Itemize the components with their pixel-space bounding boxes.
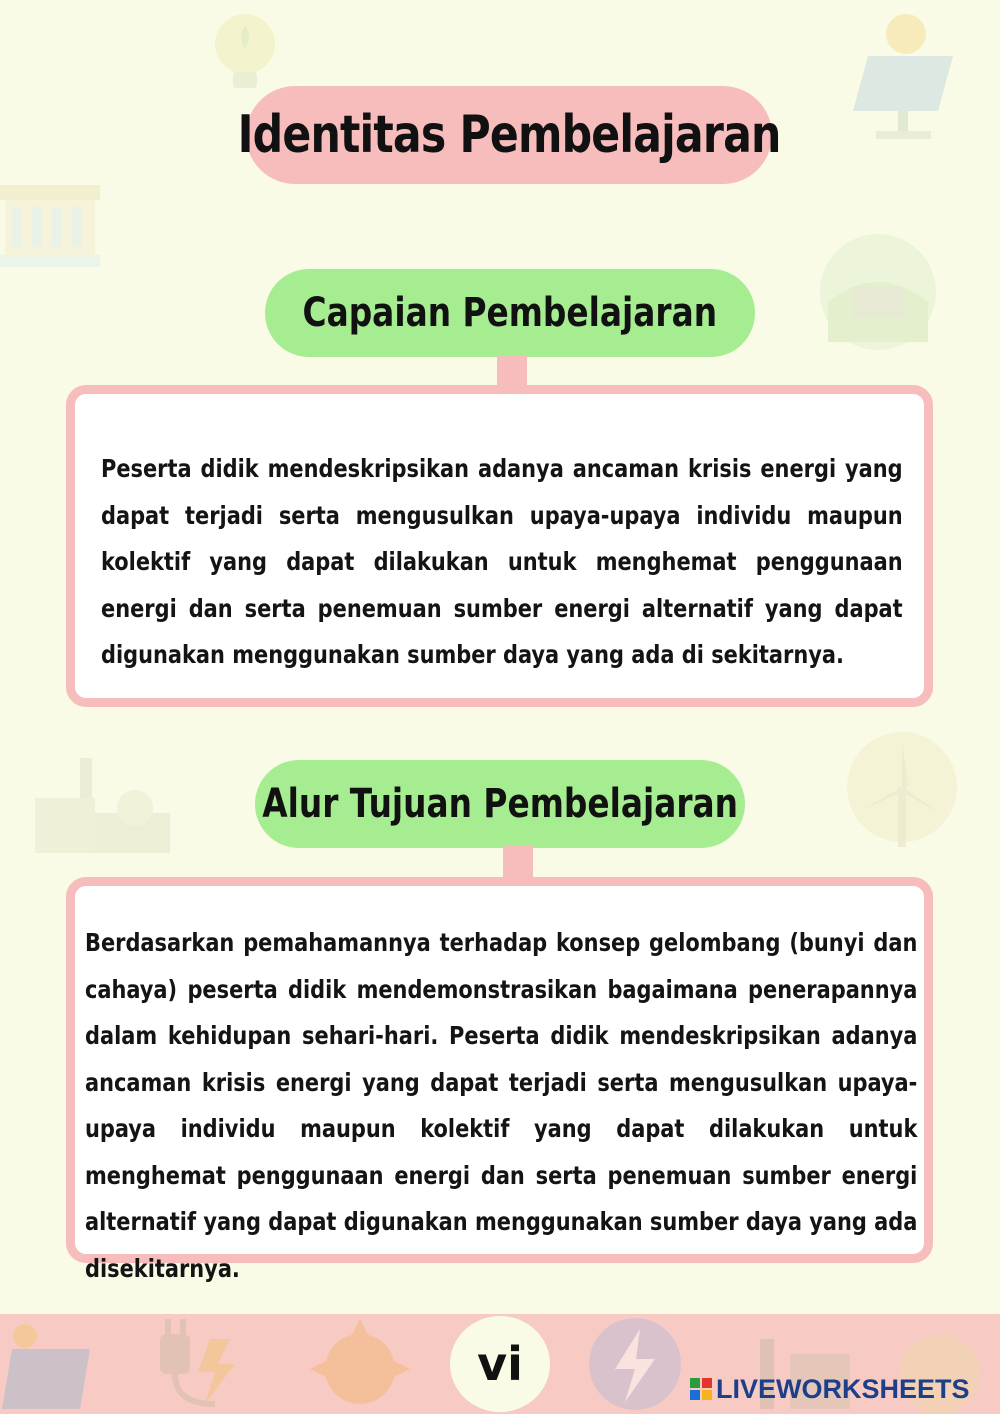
page-title: Identitas Pembelajaran — [237, 105, 781, 165]
section1-heading: Capaian Pembelajaran — [302, 290, 718, 336]
page-number-circle — [450, 1316, 550, 1412]
factory-icon — [25, 758, 180, 858]
sun-icon — [310, 1319, 410, 1404]
solar-panel-icon — [838, 6, 968, 141]
hydro-plant-icon — [818, 232, 938, 352]
solar-panel-icon — [2, 1324, 90, 1409]
plug-icon — [160, 1319, 235, 1404]
section2-body: Berdasarkan pemahamannya terhadap konsep gelombang (bunyi dan cahaya) peserta didik mendemonstrasikan bagaimana penerapannya dalam kehidupan sehari-hari. Peserta didik mendeskripsikan adanya ancaman krisis energi yang dapat terjadi serta mengusulkan upaya-upaya individu maupun kolektif yang dapat dilakukan untuk menghemat penggunaan energi dan serta penemuan sumber energi alternatif yang dapat digunakan menggunakan sumber daya yang ada disekitarnya. — [85, 928, 918, 1283]
liveworksheets-brand[interactable] — [690, 1372, 970, 1406]
section2-heading: Alur Tujuan Pembelajaran — [262, 781, 738, 827]
section1-body: Peserta didik mendeskripsikan adanya ancaman krisis energi yang dapat terjadi serta mengusulkan upaya-upaya individu maupun kolektif yang dapat dilakukan untuk menghemat penggunaan energi dan serta penemuan sumber energi alternatif yang dapat digunakan menggunakan sumber daya yang ada di sekitarnya. — [101, 454, 903, 669]
section1-heading-pill — [265, 269, 755, 357]
lightbulb-icon — [205, 6, 285, 96]
section2-heading-pill — [255, 760, 745, 848]
section2-card — [66, 877, 933, 1283]
dam-icon — [0, 175, 105, 275]
page-number: vi — [477, 1337, 523, 1391]
lightning-icon — [589, 1318, 681, 1410]
page-title-pill — [237, 86, 781, 184]
section1-card — [66, 385, 933, 707]
wind-turbine-icon — [842, 725, 962, 855]
liveworksheets-logo-icon — [690, 1378, 712, 1400]
brand-text: LIVEWORKSHEETS — [716, 1373, 970, 1404]
